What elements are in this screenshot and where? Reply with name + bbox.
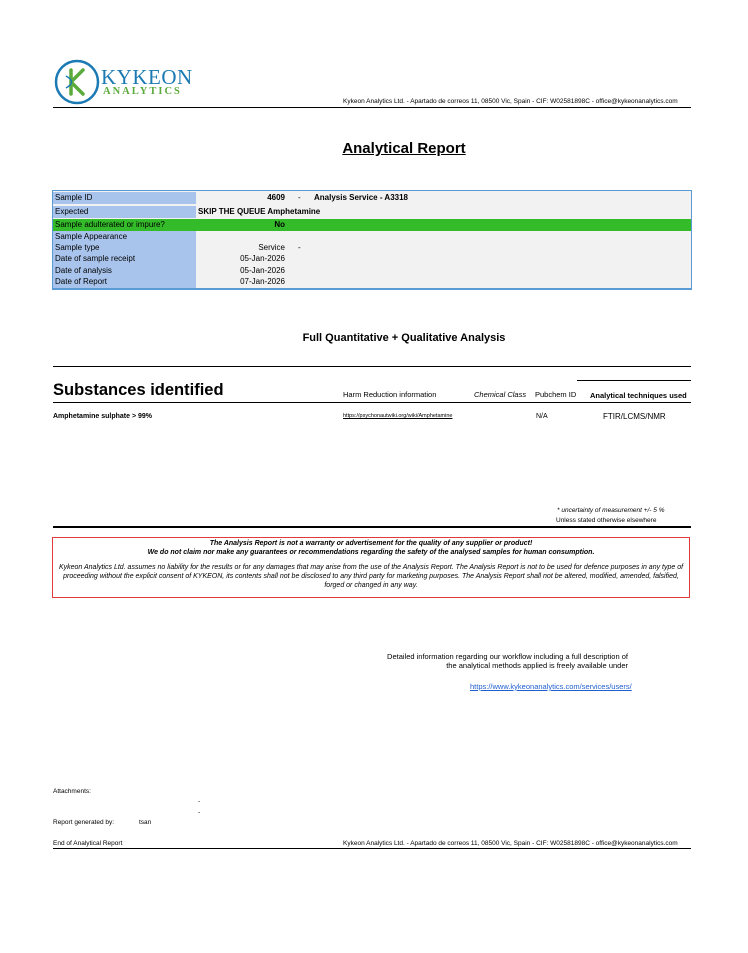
techniques-value: FTIR/LCMS/NMR <box>603 412 666 421</box>
analysis-title: Full Quantitative + Qualitative Analysis <box>302 332 506 344</box>
disclaimer-line3: Kykeon Analytics Ltd. assumes no liability for the results or for any damages that may arise from the use of the Analysis Report. The Analysis Report is not to be used for defence purposes in any type of proceeding without the explicit consent of KYKEON, its contents shall not be disclosed to any third party for marketing purposes. The Analysis Report shall not be altered, modified, amended, falsified, forged or changed in any way. <box>58 564 684 589</box>
info-row-receipt-date <box>53 253 691 265</box>
generated-by-label: Report generated by: <box>53 819 115 826</box>
info-row-sample-type <box>53 242 691 254</box>
info-label: Date of analysis <box>53 265 196 277</box>
section-divider-top <box>53 366 691 367</box>
col-harm-reduction: Harm Reduction information <box>343 390 437 399</box>
disclaimer-line1: The Analysis Report is not a warranty or advertisement for the quality of any supplier or product! <box>209 540 533 547</box>
header-divider <box>53 107 691 108</box>
end-of-report: End of Analytical Report <box>53 840 123 847</box>
analysis-service-value: Analysis Service - A3318 <box>314 193 408 202</box>
logo-subname: ANALYTICS <box>103 86 182 97</box>
sample-type-dash: - <box>298 243 301 252</box>
logo-name: KYKEON <box>101 65 193 89</box>
info-row-adulterated <box>53 219 691 231</box>
info-label: Sample Appearance <box>53 231 196 243</box>
section-divider-header <box>53 402 691 403</box>
substances-title: Substances identified <box>53 381 224 399</box>
info-label: Sample type <box>53 242 196 254</box>
info-label: Expected <box>53 206 196 218</box>
section-divider-bottom <box>53 526 691 528</box>
sample-type-value: Service <box>258 243 285 252</box>
workflow-line2: the analytical methods applied is freely available under <box>446 661 628 670</box>
pubchem-value: N/A <box>536 413 548 420</box>
col-pubchem-id: Pubchem ID <box>535 390 577 399</box>
disclaimer-line2: We do not claim nor make any guarantees or recommendations regarding the safety of the analysed samples for human consumption. <box>147 549 595 556</box>
sample-id-dash: - <box>298 193 301 202</box>
info-label: Sample ID <box>53 192 196 204</box>
workflow-line1: Detailed information regarding our workflow including a full description of <box>387 652 628 661</box>
adulterated-value: No <box>274 220 285 229</box>
header-company-info: Kykeon Analytics Ltd. - Apartado de correos 11, 08500 Vic, Spain - CIF: W02581898C - office@kykeonanalytics.com <box>343 98 678 105</box>
info-label: Date of sample receipt <box>53 253 196 265</box>
info-label: Sample adulterated or impure? <box>53 219 196 231</box>
expected-value: SKIP THE QUEUE Amphetamine <box>198 207 321 216</box>
info-label: Date of Report <box>53 276 196 288</box>
attachments-label: Attachments: <box>53 788 91 795</box>
sample-id-value: 4609 <box>267 193 285 202</box>
harm-reduction-link[interactable]: https://psychonautwiki.org/wiki/Amphetamine <box>343 413 453 419</box>
receipt-date-value: 05-Jan-2026 <box>240 254 285 263</box>
workflow-info <box>300 652 628 670</box>
page-title: Analytical Report <box>342 140 466 157</box>
workflow-link[interactable]: https://www.kykeonanalytics.com/services/users/ <box>470 682 632 691</box>
attachment-1: - <box>198 798 201 805</box>
col-techniques: Analytical techniques used <box>590 391 687 400</box>
footer-company-info: Kykeon Analytics Ltd. - Apartado de correos 11, 08500 Vic, Spain - CIF: W02581898C - office@kykeonanalytics.com <box>343 840 678 847</box>
disclaimer-box <box>52 537 690 598</box>
logo-emblem-icon <box>53 58 101 106</box>
uncertainty-note: * uncertainty of measurement +/- 5 % <box>557 507 665 514</box>
substance-name: Amphetamine sulphate > 99% <box>53 413 153 420</box>
report-date-value: 07-Jan-2026 <box>240 277 285 286</box>
attachment-2: - <box>198 809 201 816</box>
unless-note: Unless stated otherwise elsewhere <box>556 517 657 524</box>
generated-by-value: tsan <box>139 819 152 826</box>
col-chemical-class: Chemical Class <box>474 390 527 399</box>
sample-info-table <box>52 190 692 290</box>
techniques-header-line <box>577 380 691 381</box>
analysis-date-value: 05-Jan-2026 <box>240 266 285 275</box>
footer-divider <box>53 848 691 849</box>
info-row-report-date <box>53 276 691 288</box>
info-row-appearance <box>53 231 691 243</box>
info-row-expected <box>53 206 691 218</box>
info-row-sample-id <box>53 192 691 204</box>
info-row-analysis-date <box>53 265 691 277</box>
